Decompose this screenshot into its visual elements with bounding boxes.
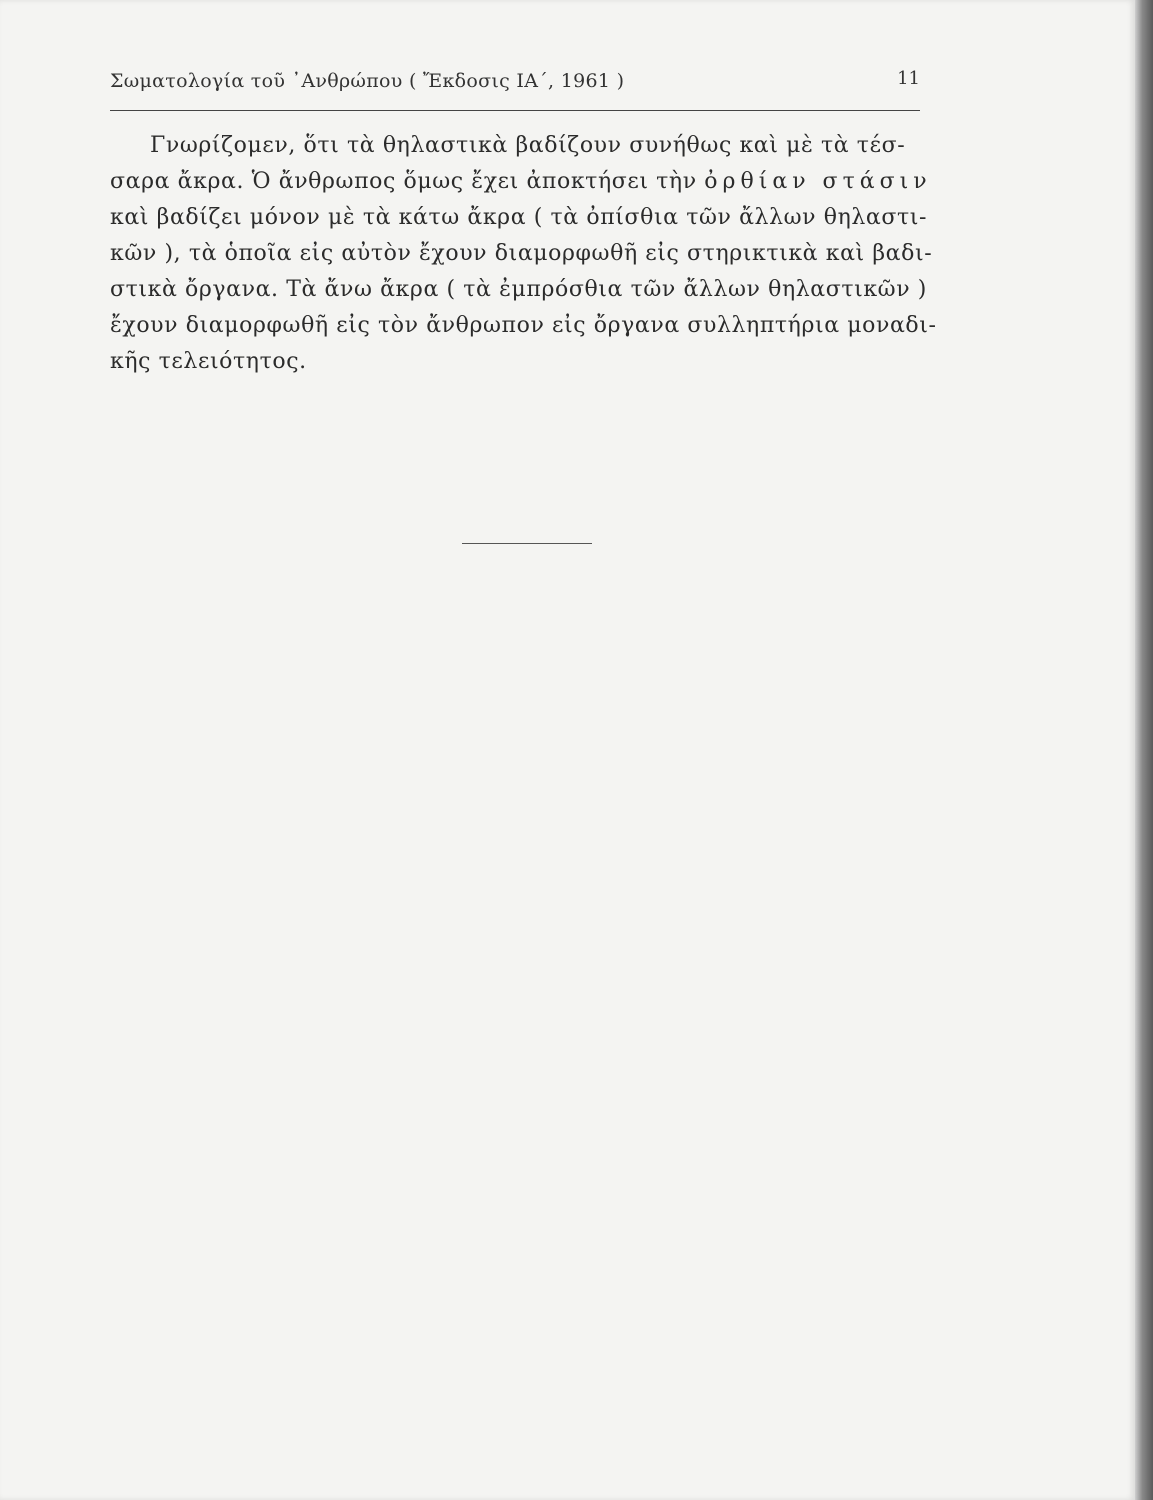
body-paragraph — [110, 128, 935, 380]
spaced-emphasis: ὀρθίαν στάσιν — [704, 169, 932, 194]
page-number: 11 — [897, 68, 920, 89]
page-header — [110, 70, 920, 106]
header-rule — [110, 110, 920, 111]
text-line: στικὰ ὄργανα. Τὰ ἄνω ἄκρα ( τὰ ἐμπρόσθια τῶν ἄλλων θηλαστικῶν ) — [110, 277, 927, 302]
running-title: Σωματολογία τοῦ ᾿Ανθρώπου ( Ἔκδοσις ΙΑ΄, 1961 ) — [110, 70, 625, 92]
text-line: Γνωρίζομεν, ὅτι τὰ θηλαστικὰ βαδίζουν συνήθως καὶ μὲ τὰ τέσ- — [150, 133, 906, 158]
section-end-rule — [462, 543, 592, 544]
text-line: ἔχουν διαμορφωθῆ εἰς τὸν ἄνθρωπον εἰς ὄργανα συλληπτήρια μοναδι- — [110, 313, 937, 338]
text-line: κῶν ), τὰ ὁποῖα εἰς αὐτὸν ἔχουν διαμορφωθῆ εἰς στηρικτικὰ καὶ βαδι- — [110, 241, 933, 266]
text-line: κῆς τελειότητος. — [110, 349, 307, 374]
page-spine-shadow — [1135, 0, 1153, 1500]
text-line — [110, 164, 935, 200]
text-line-start: σαρα ἄκρα. Ὁ ἄνθρωπος ὅμως ἔχει ἀποκτήσει τὴν — [110, 169, 697, 194]
text-line: καὶ βαδίζει μόνον μὲ τὰ κάτω ἄκρα ( τὰ ὀπίσθια τῶν ἄλλων θηλαστι- — [110, 205, 928, 230]
